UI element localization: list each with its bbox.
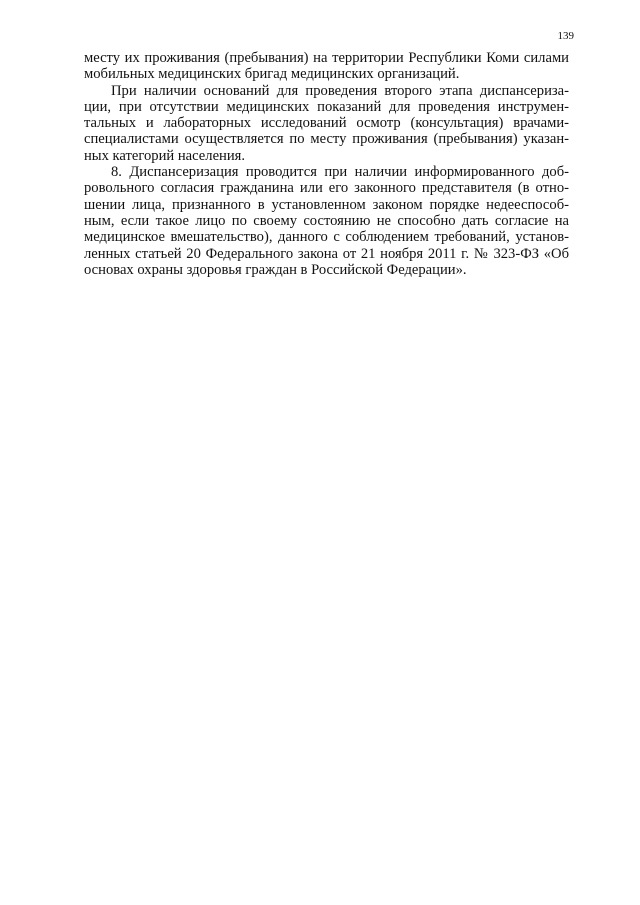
text-line: шении лица, признанного в установленном законом порядке недееспособ- [84, 196, 569, 213]
paragraph-item-8 [84, 164, 569, 278]
text-line: тальных и лабораторных исследований осмотр (консультация) врачами- [84, 115, 569, 132]
document-body [84, 50, 569, 278]
paragraph-continuation [84, 50, 569, 83]
text-line: медицинское вмешательство), данного с соблюдением требований, установ- [84, 229, 569, 246]
text-line: ровольного согласия гражданина или его законного представителя (в отно- [84, 180, 569, 197]
text-line: 8. Диспансеризация проводится при наличии информированного доб- [111, 164, 569, 181]
text-line: ции, при отсутствии медицинских показаний для проведения инструмен- [84, 98, 569, 115]
text-line: ных категорий населения. [84, 147, 246, 164]
text-line: ленных статьей 20 Федерального закона от 21 ноября 2011 г. № 323-ФЗ «Об [84, 245, 569, 262]
text-line: ным, если такое лицо по своему состоянию не способно дать согласие на [84, 212, 569, 229]
paragraph-second-stage [84, 83, 569, 164]
text-line: месту их проживания (пребывания) на территории Республики Коми силами [84, 50, 569, 66]
text-line: основах охраны здоровья граждан в Российской Федерации». [84, 261, 467, 278]
page-number: 139 [557, 30, 574, 42]
text-line: специалистами осуществляется по месту проживания (пребывания) указан- [84, 131, 569, 148]
text-line: мобильных медицинских бригад медицинских организаций. [84, 66, 460, 83]
text-line: При наличии оснований для проведения второго этапа диспансериза- [111, 82, 569, 99]
